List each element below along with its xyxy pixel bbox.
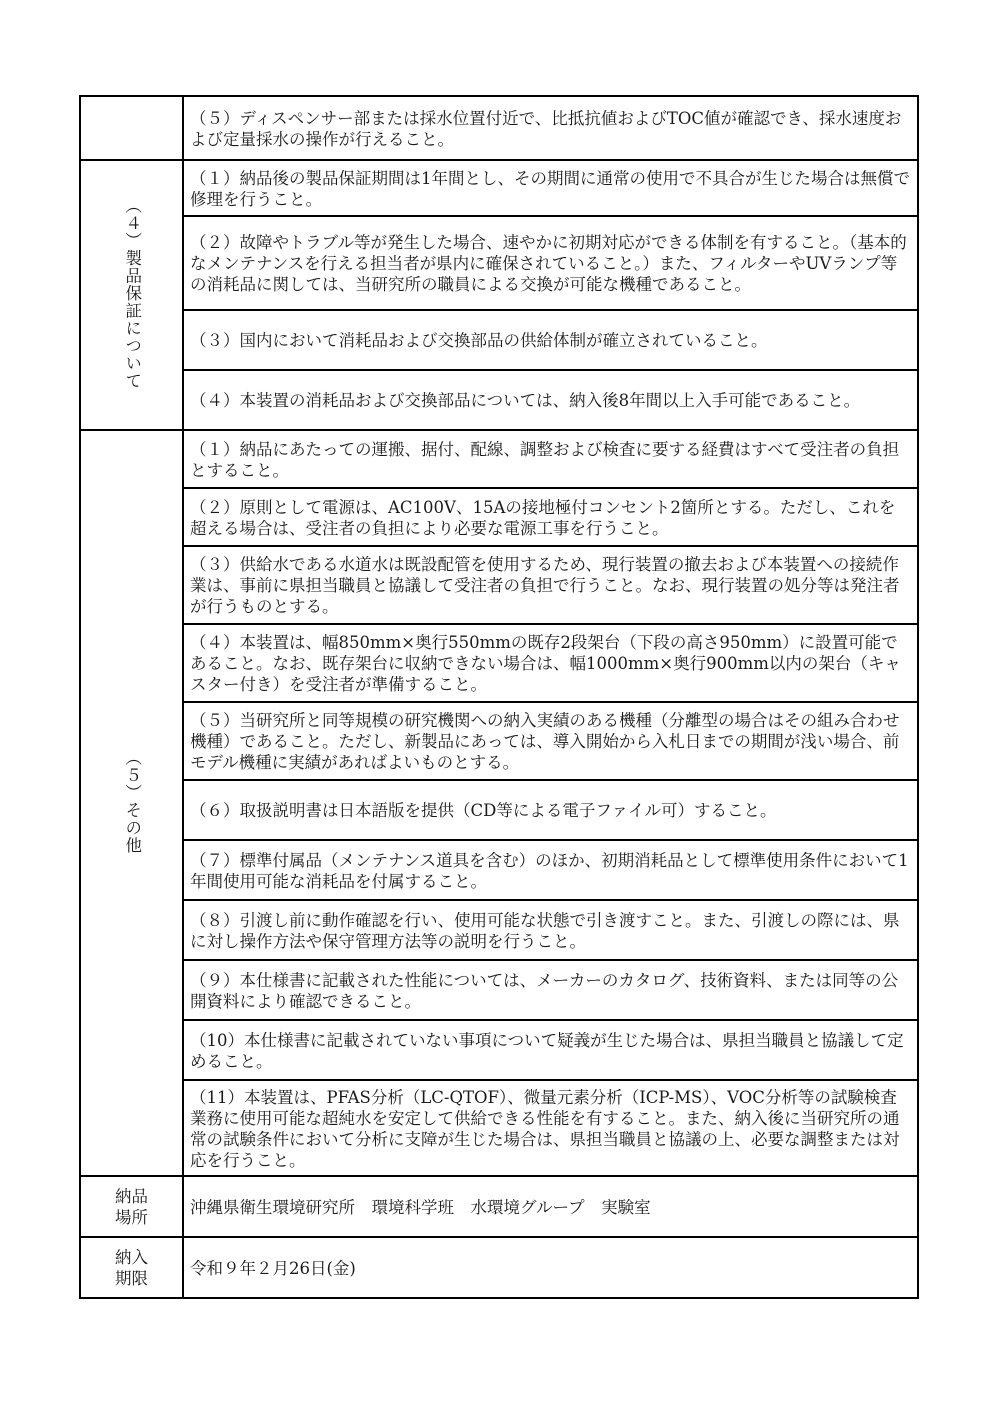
spec-row — [80, 840, 918, 900]
spec-item-text: （９）本仕様書に記載された性能については、メーカーのカタログ、技術資料、または同等の公開資料により確認できること。 — [183, 960, 918, 1020]
spec-row — [80, 1080, 918, 1176]
section-label-text: （４）製品保証について — [122, 196, 142, 390]
spec-row — [80, 900, 918, 960]
spec-item-text: （11）本装置は、PFAS分析（LC-QTOF）、微量元素分析（ICP-MS）、VOC分析等の試験検査業務に使用可能な超純水を安定して供給できる性能を有すること。また、納入後に当研究所の通常の試験条件において分析に支障が生じた場合は、県担当職員と協議の上、必要な調整または対応を行うこと。 — [183, 1080, 918, 1176]
spec-row — [80, 780, 918, 840]
spec-row — [80, 546, 918, 624]
spec-row — [80, 216, 918, 310]
spec-row — [80, 702, 918, 780]
spec-row — [80, 370, 918, 430]
spec-item-text: （８）引渡し前に動作確認を行い、使用可能な状態で引き渡すこと。また、引渡しの際には、県に対し操作方法や保守管理方法等の説明を行うこと。 — [183, 900, 918, 960]
spec-item-text: （３）国内において消耗品および交換部品の供給体制が確立されていること。 — [183, 310, 918, 370]
spec-item-text: （１）納品にあたっての運搬、据付、配線、調整および検査に要する経費はすべて受注者の負担とすること。 — [183, 430, 918, 488]
spec-table — [79, 95, 919, 1299]
spec-item-text: （７）標準付属品（メンテナンス道具を含む）のほか、初期消耗品として標準使用条件において1年間使用可能な消耗品を付属すること。 — [183, 840, 918, 900]
spec-item-text: （２）故障やトラブル等が発生した場合、速やかに初期対応ができる体制を有すること。（基本的なメンテナンスを行える担当者が県内に確保されていること。）また、フィルターやUVランプ等の消耗品に関しては、当研究所の職員による交換が可能な機種であること。 — [183, 216, 918, 310]
delivery-deadline-row — [80, 1237, 918, 1298]
spec-item-text: （５）ディスペンサー部または採水位置付近で、比抵抗値およびTOC値が確認でき、採水速度および定量採水の操作が行えること。 — [183, 96, 918, 160]
spec-row — [80, 160, 918, 216]
spec-item-text: （２）原則として電源は、AC100V、15Aの接地極付コンセント2箇所とする。ただし、これを超える場合は、受注者の負担により必要な電源工事を行うこと。 — [183, 488, 918, 546]
section-label-other — [80, 430, 183, 1176]
spec-row — [80, 488, 918, 546]
delivery-place-label-cell — [80, 1176, 183, 1237]
spec-row — [80, 310, 918, 370]
delivery-place-text: 沖縄県衛生環境研究所 環境科学班 水環境グループ 実験室 — [183, 1176, 918, 1237]
spec-row — [80, 624, 918, 702]
delivery-place-label: 納品場所 — [115, 1186, 148, 1227]
delivery-place-row — [80, 1176, 918, 1237]
delivery-deadline-label-cell — [80, 1237, 183, 1298]
spec-item-text: （１）納品後の製品保証期間は1年間とし、その期間に通常の使用で不具合が生じた場合は無償で修理を行うこと。 — [183, 160, 918, 216]
spec-row — [80, 96, 918, 160]
spec-item-text: （３）供給水である水道水は既設配管を使用するため、現行装置の撤去および本装置への接続作業は、事前に県担当職員と協議して受注者の負担で行うこと。なお、現行装置の処分等は発注者が行うものとする。 — [183, 546, 918, 624]
spec-row — [80, 960, 918, 1020]
delivery-deadline-label: 納入期限 — [115, 1247, 148, 1288]
spec-row — [80, 430, 918, 488]
spec-item-text: （10）本仕様書に記載されていない事項について疑義が生じた場合は、県担当職員と協議して定めること。 — [183, 1020, 918, 1080]
spec-item-text: （４）本装置は、幅850mm×奥行550mmの既存2段架台（下段の高さ950mm）に設置可能であること。なお、既存架台に収納できない場合は、幅1000mm×奥行900mm以内の架台（キャスター付き）を受注者が準備すること。 — [183, 624, 918, 702]
section-label-warranty — [80, 160, 183, 430]
spec-item-text: （５）当研究所と同等規模の研究機関への納入実績のある機種（分離型の場合はその組み合わせ機種）であること。ただし、新製品にあっては、導入開始から入札日までの期間が浅い場合、前モデル機種に実績があればよいものとする。 — [183, 702, 918, 780]
spec-row — [80, 1020, 918, 1080]
spec-item-text: （４）本装置の消耗品および交換部品については、納入後8年間以上入手可能であること。 — [183, 370, 918, 430]
delivery-deadline-text: 令和９年２月26日(金) — [183, 1237, 918, 1298]
row-label-empty — [80, 96, 183, 160]
spec-item-text: （６）取扱説明書は日本語版を提供（CD等による電子ファイル可）すること。 — [183, 780, 918, 840]
section-label-text: （５）その他 — [122, 748, 142, 854]
